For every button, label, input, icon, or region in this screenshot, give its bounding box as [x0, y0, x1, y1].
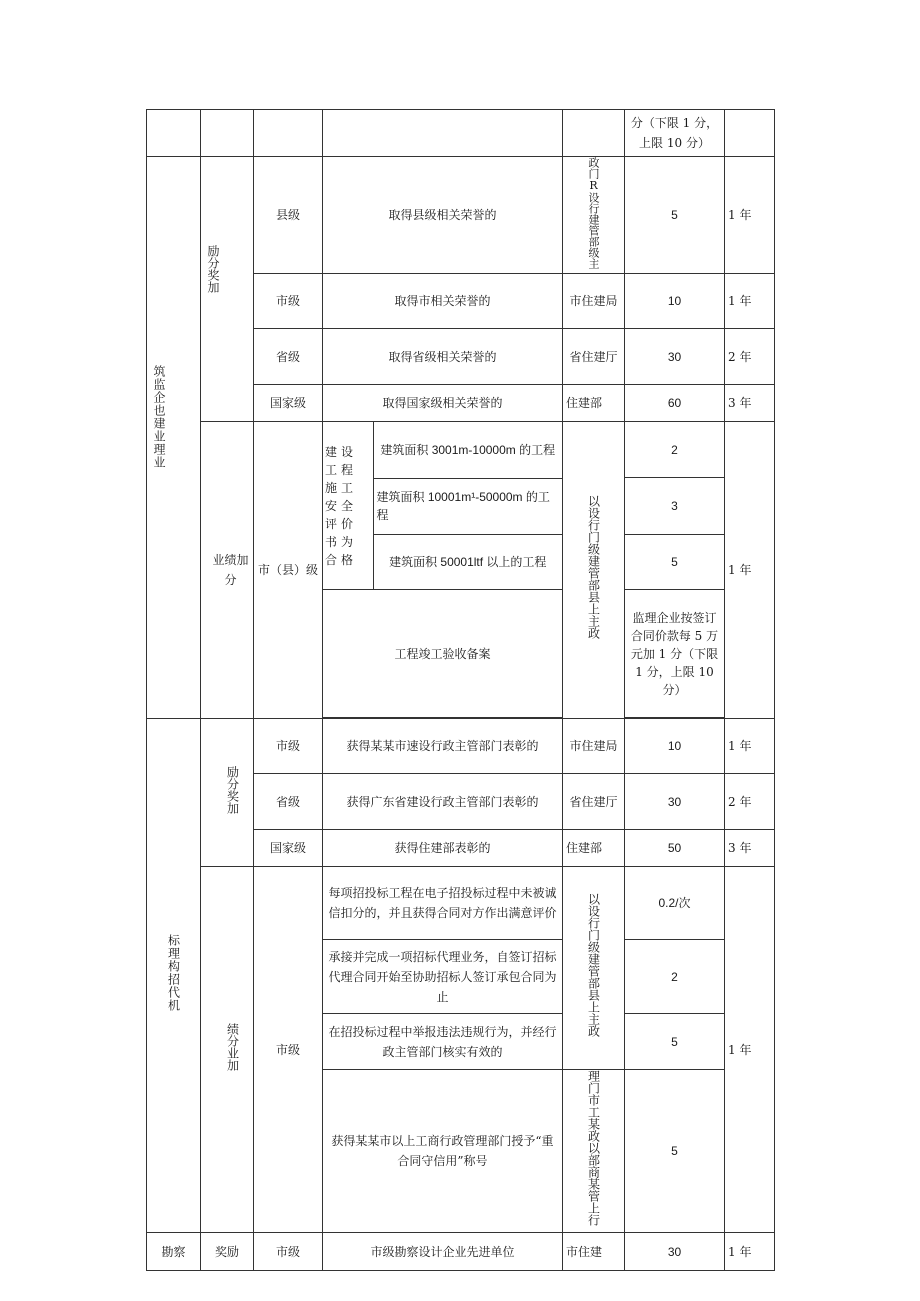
safety-label: 建设工程施工安全评价书为合格 [323, 422, 373, 589]
safety-evaluation-cell [323, 422, 563, 590]
desc-cell: 获得某某市以上工商行政管理部门授予“重合同守信用”称号 [323, 1070, 563, 1233]
table-row [147, 1233, 775, 1271]
level-cell: 市级 [254, 274, 323, 329]
desc-cell: 建筑面积 50001ltf 以上的工程 [373, 534, 562, 589]
score-cell: 60 [625, 385, 725, 422]
score-cell: 5 [625, 1014, 725, 1070]
score-cell: 10 [625, 274, 725, 329]
level-cell: 县级 [254, 157, 323, 274]
level-cell: 省级 [254, 329, 323, 385]
desc-cell: 在招投标过程中举报违法违规行为，并经行政主管部门核实有效的 [323, 1014, 563, 1070]
score-cell: 5 [625, 534, 725, 589]
score-cell: 监理企业按签订合同价款每 5 万元加 1 分（下限 1 分，上限 10 分） [625, 590, 725, 718]
desc-cell: 市级勘察设计企业先进单位 [323, 1233, 563, 1271]
desc-cell: 获得某某市速设行政主管部门表彰的 [323, 719, 563, 774]
score-cell: 5 [625, 157, 725, 274]
category-cell: 标理构招代机 [147, 719, 201, 1233]
score-cell: 3 [625, 478, 725, 534]
period-cell: 1 年 [725, 422, 775, 719]
desc-cell: 工程竣工验收备案 [323, 590, 563, 718]
period-cell: 1 年 [725, 1233, 775, 1271]
group-cell: 绩分业加 [201, 867, 254, 1233]
period-cell: 3 年 [725, 830, 775, 867]
score-cell: 2 [625, 940, 725, 1014]
table-row [147, 867, 775, 940]
desc-cell: 取得县级相关荣誉的 [323, 157, 563, 274]
desc-cell: 取得省级相关荣誉的 [323, 329, 563, 385]
score-cell: 30 [625, 1233, 725, 1271]
score-cell: 5 [625, 1070, 725, 1233]
score-cell: 10 [625, 719, 725, 774]
desc-cell: 每项招投标工程在电子招投标过程中未被诚信扣分的，并且获得合同对方作出满意评价 [323, 867, 563, 940]
desc-cell: 取得市相关荣誉的 [323, 274, 563, 329]
desc-cell: 获得住建部表彰的 [323, 830, 563, 867]
desc-cell: 建筑面积 10001m¹-50000m 的工程 [373, 478, 562, 534]
group-cell: 业绩加分 [201, 422, 254, 719]
level-cell: 市级 [254, 867, 323, 1233]
score-cell: 30 [625, 774, 725, 830]
issuer-cell: 市住建 [563, 1233, 625, 1271]
score-cell: 分（下限 1 分，上限 10 分） [625, 110, 725, 157]
issuer-cell: 理门市工某政以部商某管上行 [563, 1070, 625, 1233]
issuer-cell: 省住建厅 [563, 329, 625, 385]
level-cell: 国家级 [254, 830, 323, 867]
level-cell: 市级 [254, 1233, 323, 1271]
category-cell: 勘察 [147, 1233, 201, 1271]
period-cell: 3 年 [725, 385, 775, 422]
issuer-cell: 以设行门级建管部县上主政 [563, 867, 625, 1070]
period-cell: 2 年 [725, 329, 775, 385]
issuer-cell: 住建部 [563, 830, 625, 867]
level-cell: 市（县）级 [254, 422, 323, 719]
desc-cell: 建筑面积 3001m-10000m 的工程 [373, 422, 562, 478]
period-cell: 1 年 [725, 157, 775, 274]
period-cell: 1 年 [725, 867, 775, 1233]
desc-cell: 承接并完成一项招标代理业务，自签订招标代理合同开始至协助招标人签订承包合同为止 [323, 940, 563, 1014]
issuer-cell: 以设行门级建管部县上主政 [563, 422, 625, 719]
table-row [147, 157, 775, 274]
desc-cell: 获得广东省建设行政主管部门表彰的 [323, 774, 563, 830]
period-cell: 1 年 [725, 719, 775, 774]
issuer-cell: 省住建厅 [563, 774, 625, 830]
period-cell: 2 年 [725, 774, 775, 830]
group-cell: 奖励 [201, 1233, 254, 1271]
desc-cell: 取得国家级相关荣誉的 [323, 385, 563, 422]
score-cell: 50 [625, 830, 725, 867]
issuer-cell: 市住建局 [563, 719, 625, 774]
level-cell: 省级 [254, 774, 323, 830]
issuer-cell: 市住建局 [563, 274, 625, 329]
level-cell: 国家级 [254, 385, 323, 422]
level-cell: 市级 [254, 719, 323, 774]
category-cell: 筑监企也建业理业 [147, 157, 201, 719]
group-cell: 励分奖加 [201, 157, 254, 422]
score-cell: 0.2/次 [625, 867, 725, 940]
issuer-cell: 住建部 [563, 385, 625, 422]
period-cell: 1 年 [725, 274, 775, 329]
issuer-cell: 政门R设行建管部级主 [563, 157, 625, 274]
group-cell: 励分奖加 [201, 719, 254, 867]
table-row [147, 110, 775, 157]
score-cell: 30 [625, 329, 725, 385]
table-row [147, 719, 775, 774]
score-cell: 2 [625, 422, 725, 478]
credit-score-table [146, 109, 775, 1271]
table-row [147, 422, 775, 478]
